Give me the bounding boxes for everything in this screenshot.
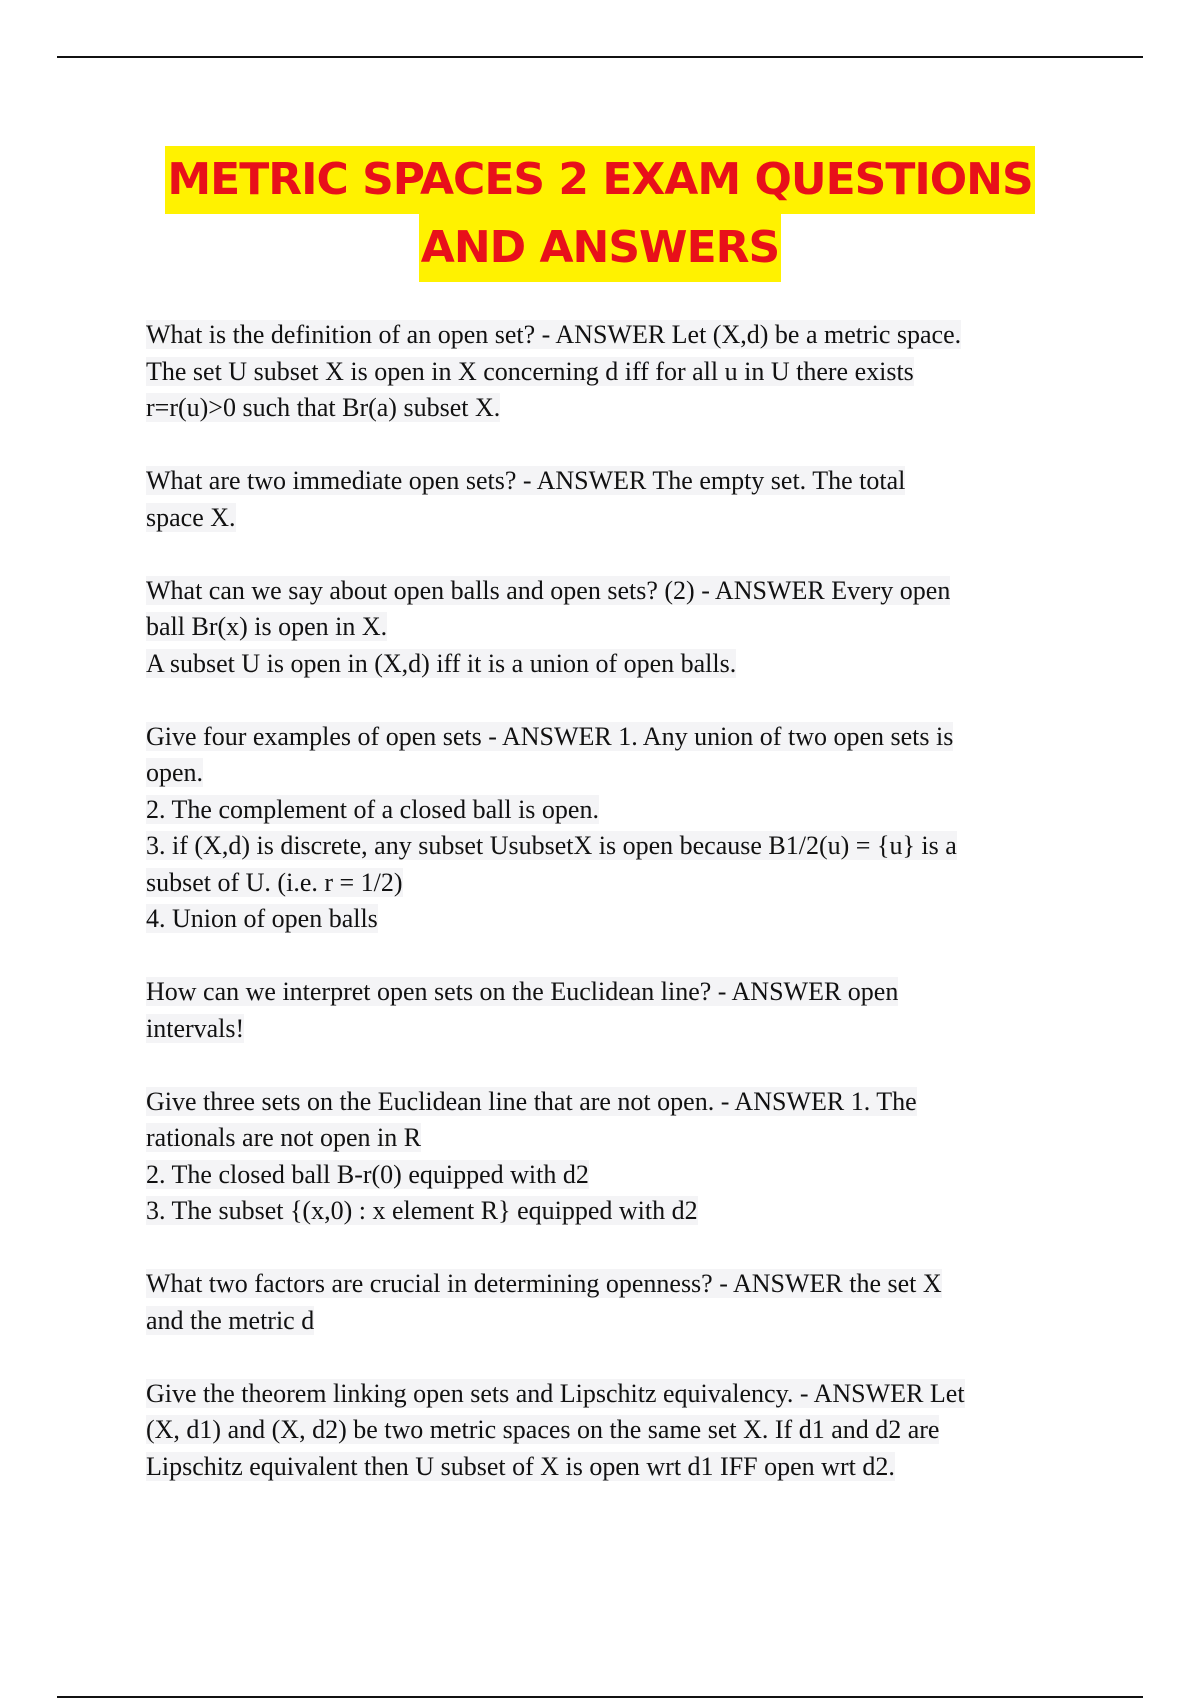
qa-line: Give three sets on the Euclidean line that are not open. - ANSWER 1. The [146,1086,917,1116]
qa-line: 3. The subset {(x,0) : x element R} equipped with d2 [146,1196,698,1225]
qa-line: and the metric d [146,1305,315,1335]
qa-item-examples-open-sets [146,719,1066,938]
bottom-rule [57,1696,1143,1698]
qa-line: ball Br(x) is open in X. [146,612,388,641]
qa-line: Give the theorem linking open sets and Lipschitz equivalency. - ANSWER Let [146,1378,965,1408]
qa-line: space X. [146,502,236,532]
qa-line: rationals are not open in R [146,1123,422,1152]
qa-item-open-set-definition [146,317,1066,427]
qa-line: intervals! [146,1013,245,1043]
qa-line: (X, d1) and (X, d2) be two metric spaces on the same set X. If d1 and d2 are [146,1415,940,1444]
qa-item-euclidean-interpretation [146,974,1066,1047]
qa-line: r=r(u)>0 such that Br(a) subset X. [146,393,501,422]
qa-item-openness-factors [146,1266,1066,1339]
page-title [0,146,1200,282]
qa-line: Give four examples of open sets - ANSWER 1. Any union of two open sets is [146,721,954,751]
qa-list [146,317,1066,1522]
qa-line: 2. The closed ball B-r(0) equipped with d2 [146,1159,589,1189]
title-line-1: METRIC SPACES 2 EXAM QUESTIONS [165,146,1034,214]
qa-item-not-open-sets [146,1084,1066,1230]
qa-line: 2. The complement of a closed ball is open. [146,794,599,824]
qa-line: How can we interpret open sets on the Euclidean line? - ANSWER open [146,977,899,1006]
qa-line: What can we say about open balls and open sets? (2) - ANSWER Every open [146,575,951,605]
title-line-2: AND ANSWERS [419,214,781,282]
qa-item-open-balls [146,573,1066,683]
qa-line: subset of U. (i.e. r = 1/2) [146,867,403,897]
qa-line: open. [146,758,204,787]
qa-line: 4. Union of open balls [146,904,378,933]
qa-item-immediate-open-sets [146,463,1066,536]
top-rule [57,56,1143,58]
qa-line: What two factors are crucial in determining openness? - ANSWER the set X [146,1269,942,1298]
qa-line: Lipschitz equivalent then U subset of X is open wrt d1 IFF open wrt d2. [146,1451,895,1481]
qa-line: The set U subset X is open in X concerning d iff for all u in U there exists [146,356,914,386]
qa-line: What is the definition of an open set? - ANSWER Let (X,d) be a metric space. [146,320,962,349]
qa-line: A subset U is open in (X,d) iff it is a union of open balls. [146,648,737,678]
qa-item-lipschitz-theorem [146,1376,1066,1486]
qa-line: 3. if (X,d) is discrete, any subset UsubsetX is open because B1/2(u) = {u} is a [146,831,957,860]
qa-line: What are two immediate open sets? - ANSWER The empty set. The total [146,466,906,495]
